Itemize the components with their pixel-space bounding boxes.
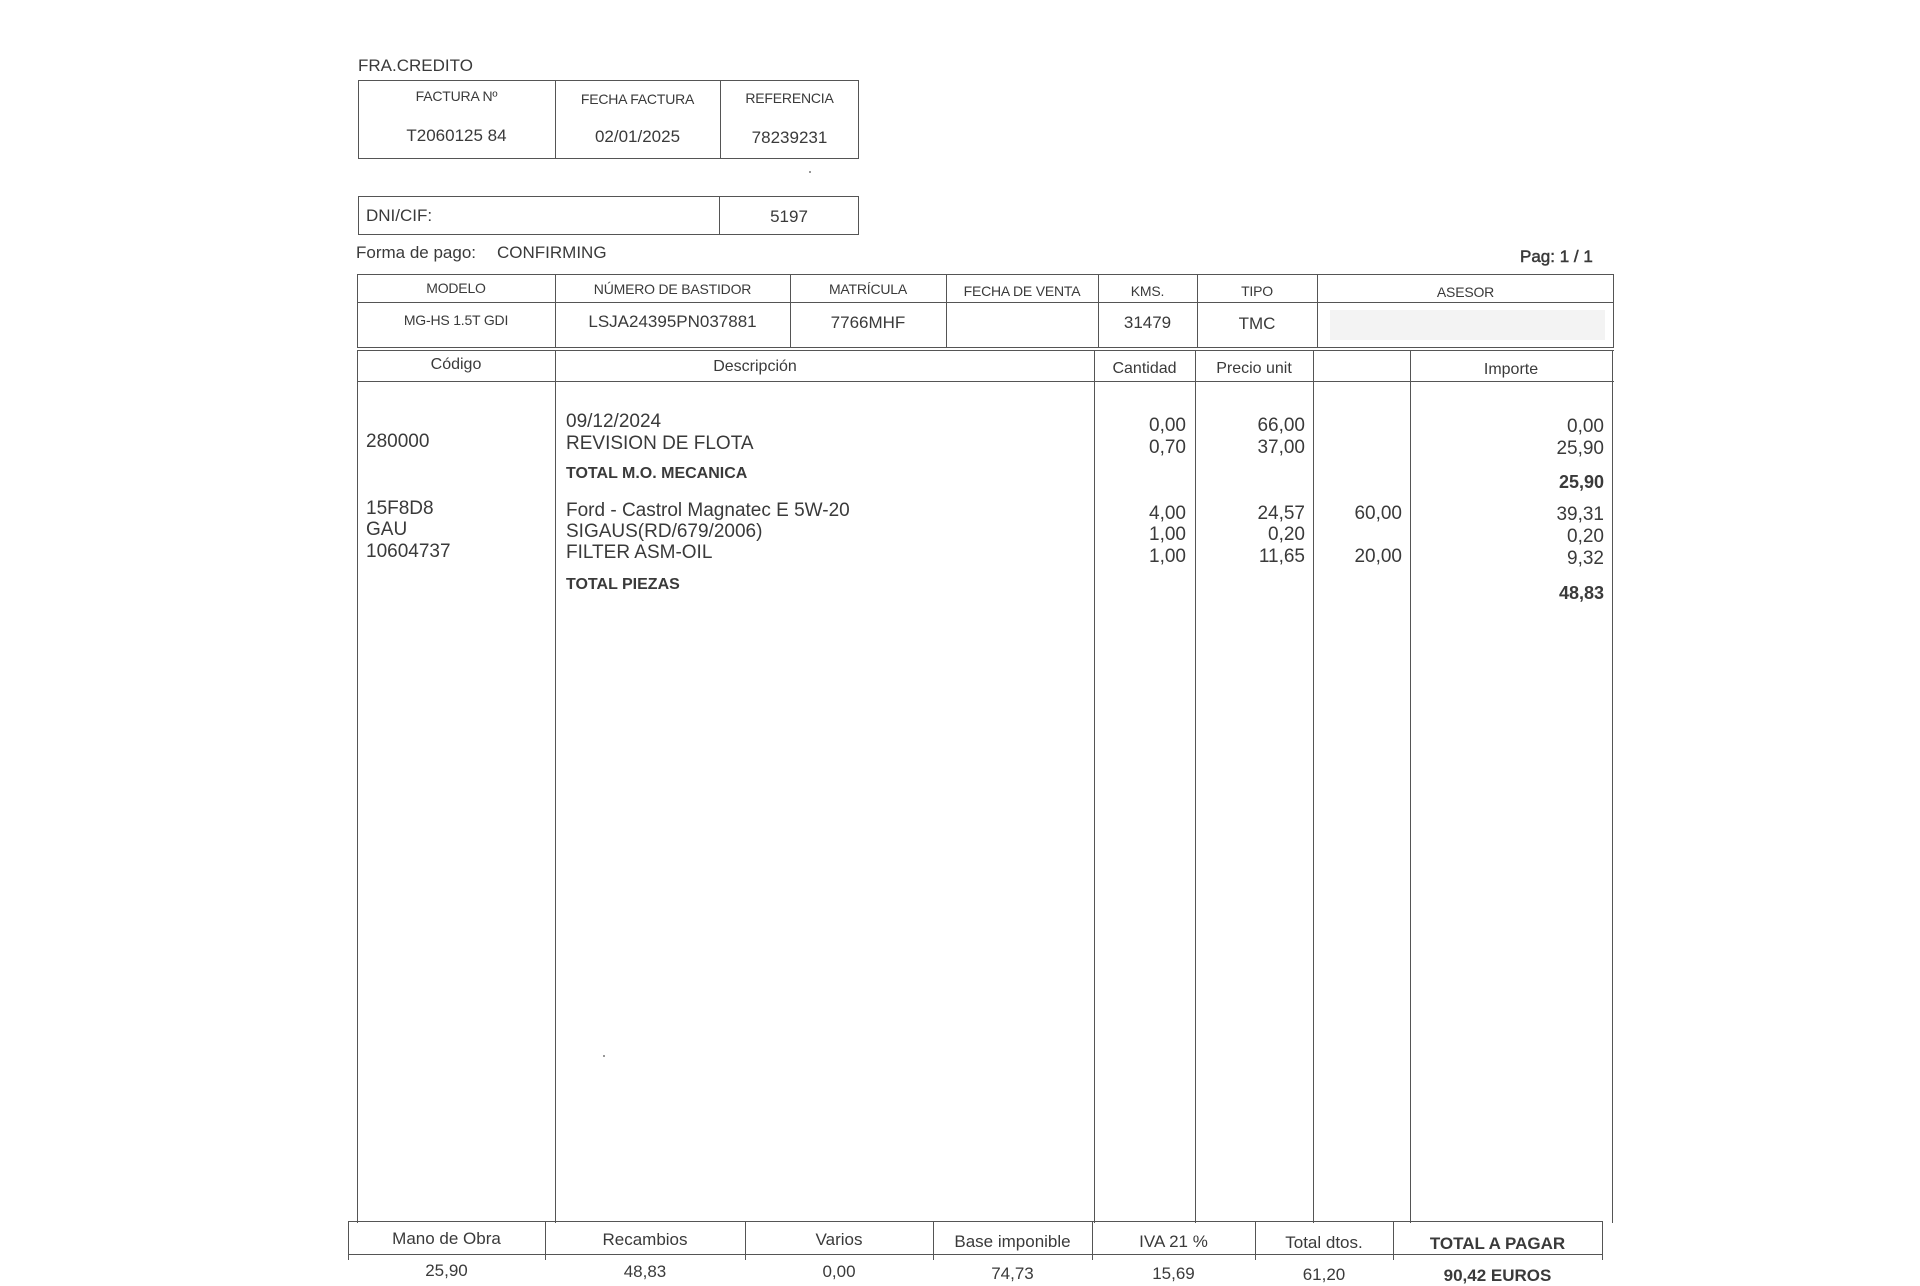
invoice-date: 02/01/2025 bbox=[594, 127, 681, 146]
line-quantity: 1,00 bbox=[1149, 524, 1186, 545]
vehicle-model: MG-HS 1.5T GDI bbox=[403, 312, 509, 328]
footer-discounts-value: 61,20 bbox=[1302, 1265, 1346, 1284]
line-unit-price: 11,65 bbox=[1258, 546, 1305, 567]
invoice-reference-header: REFERENCIA bbox=[745, 90, 834, 106]
line-amount: 25,90 bbox=[1556, 438, 1604, 459]
column-header-quantity: Cantidad bbox=[1112, 360, 1177, 377]
line-code: GAU bbox=[366, 519, 408, 540]
line-unit-price: 66,00 bbox=[1257, 415, 1305, 436]
footer-labour-header: Mano de Obra bbox=[392, 1229, 501, 1248]
invoice-reference: 78239231 bbox=[751, 128, 828, 147]
client-id-value: 5197 bbox=[770, 207, 808, 226]
footer-discounts-header: Total dtos. bbox=[1285, 1233, 1363, 1252]
document-type: FRA.CREDITO bbox=[358, 56, 473, 75]
vehicle-advisor-header: ASESOR bbox=[1436, 284, 1495, 300]
vehicle-plate: 7766MHF bbox=[830, 313, 906, 332]
line-amount: 0,20 bbox=[1567, 526, 1604, 547]
subtotal-label: TOTAL PIEZAS bbox=[566, 576, 680, 593]
footer-misc-value: 0,00 bbox=[822, 1262, 856, 1281]
line-code: 280000 bbox=[366, 431, 430, 452]
vehicle-sale-date-header: FECHA DE VENTA bbox=[963, 283, 1081, 299]
page-number: Pag: 1 / 1 bbox=[1520, 247, 1593, 266]
column-header-code: Código bbox=[430, 356, 482, 373]
client-id-label: DNI/CIF: bbox=[366, 206, 433, 225]
line-quantity: 1,00 bbox=[1149, 546, 1186, 567]
line-description: FILTER ASM-OIL bbox=[566, 542, 713, 563]
footer-base-header: Base imponible bbox=[954, 1232, 1071, 1251]
line-quantity: 4,00 bbox=[1149, 503, 1186, 524]
column-header-description: Descripción bbox=[713, 358, 797, 375]
footer-base-value: 74,73 bbox=[991, 1264, 1034, 1283]
line-unit-price: 37,00 bbox=[1257, 437, 1305, 458]
footer-vat-value: 15,69 bbox=[1152, 1264, 1195, 1283]
line-unit-price: 24,57 bbox=[1257, 503, 1305, 524]
line-description: 09/12/2024 bbox=[566, 411, 662, 432]
invoice-date-header: FECHA FACTURA bbox=[580, 91, 695, 107]
invoice-number: T2060125 84 bbox=[406, 126, 507, 145]
line-code: 15F8D8 bbox=[366, 498, 434, 519]
footer-parts-value: 48,83 bbox=[623, 1262, 667, 1281]
subtotal-amount: 48,83 bbox=[1558, 583, 1604, 603]
subtotal-amount: 25,90 bbox=[1558, 472, 1604, 492]
vehicle-kms-header: KMS. bbox=[1130, 283, 1165, 299]
line-code: 10604737 bbox=[366, 541, 451, 562]
vehicle-plate-header: MATRÍCULA bbox=[828, 281, 908, 297]
line-discount: 60,00 bbox=[1354, 503, 1402, 524]
line-quantity: 0,70 bbox=[1149, 437, 1186, 458]
line-amount: 39,31 bbox=[1556, 504, 1604, 525]
scan-speck bbox=[603, 1055, 605, 1057]
payment-method-label: Forma de pago: bbox=[356, 243, 477, 262]
line-amount: 0,00 bbox=[1567, 416, 1604, 437]
column-header-amount: Importe bbox=[1483, 361, 1539, 378]
footer-misc-header: Varios bbox=[815, 1230, 863, 1249]
vehicle-vin-header: NÚMERO DE BASTIDOR bbox=[593, 281, 752, 297]
line-quantity: 0,00 bbox=[1149, 415, 1186, 436]
footer-total-value: 90,42 EUROS bbox=[1443, 1266, 1552, 1285]
vehicle-vin: LSJA24395PN037881 bbox=[588, 312, 757, 331]
vehicle-type: TMC bbox=[1238, 314, 1276, 333]
payment-method-value: CONFIRMING bbox=[497, 243, 607, 262]
advisor-value bbox=[1330, 310, 1605, 340]
footer-total-header: TOTAL A PAGAR bbox=[1429, 1234, 1566, 1253]
invoice-number-header: FACTURA Nº bbox=[415, 88, 498, 104]
line-description: Ford - Castrol Magnatec E 5W-20 bbox=[566, 500, 850, 521]
column-header-unit-price: Precio unit bbox=[1216, 360, 1292, 377]
line-discount: 20,00 bbox=[1354, 546, 1402, 567]
footer-vat-header: IVA 21 % bbox=[1139, 1232, 1208, 1251]
vehicle-model-header: MODELO bbox=[426, 280, 486, 296]
footer-labour-value: 25,90 bbox=[425, 1261, 468, 1280]
line-description: REVISION DE FLOTA bbox=[566, 433, 754, 454]
footer-parts-header: Recambios bbox=[602, 1230, 688, 1249]
line-description: SIGAUS(RD/679/2006) bbox=[566, 521, 763, 542]
line-amount: 9,32 bbox=[1567, 548, 1604, 569]
subtotal-label: TOTAL M.O. MECANICA bbox=[566, 465, 748, 482]
vehicle-type-header: TIPO bbox=[1241, 283, 1273, 299]
line-unit-price: 0,20 bbox=[1268, 524, 1305, 545]
vehicle-kms: 31479 bbox=[1123, 313, 1172, 332]
